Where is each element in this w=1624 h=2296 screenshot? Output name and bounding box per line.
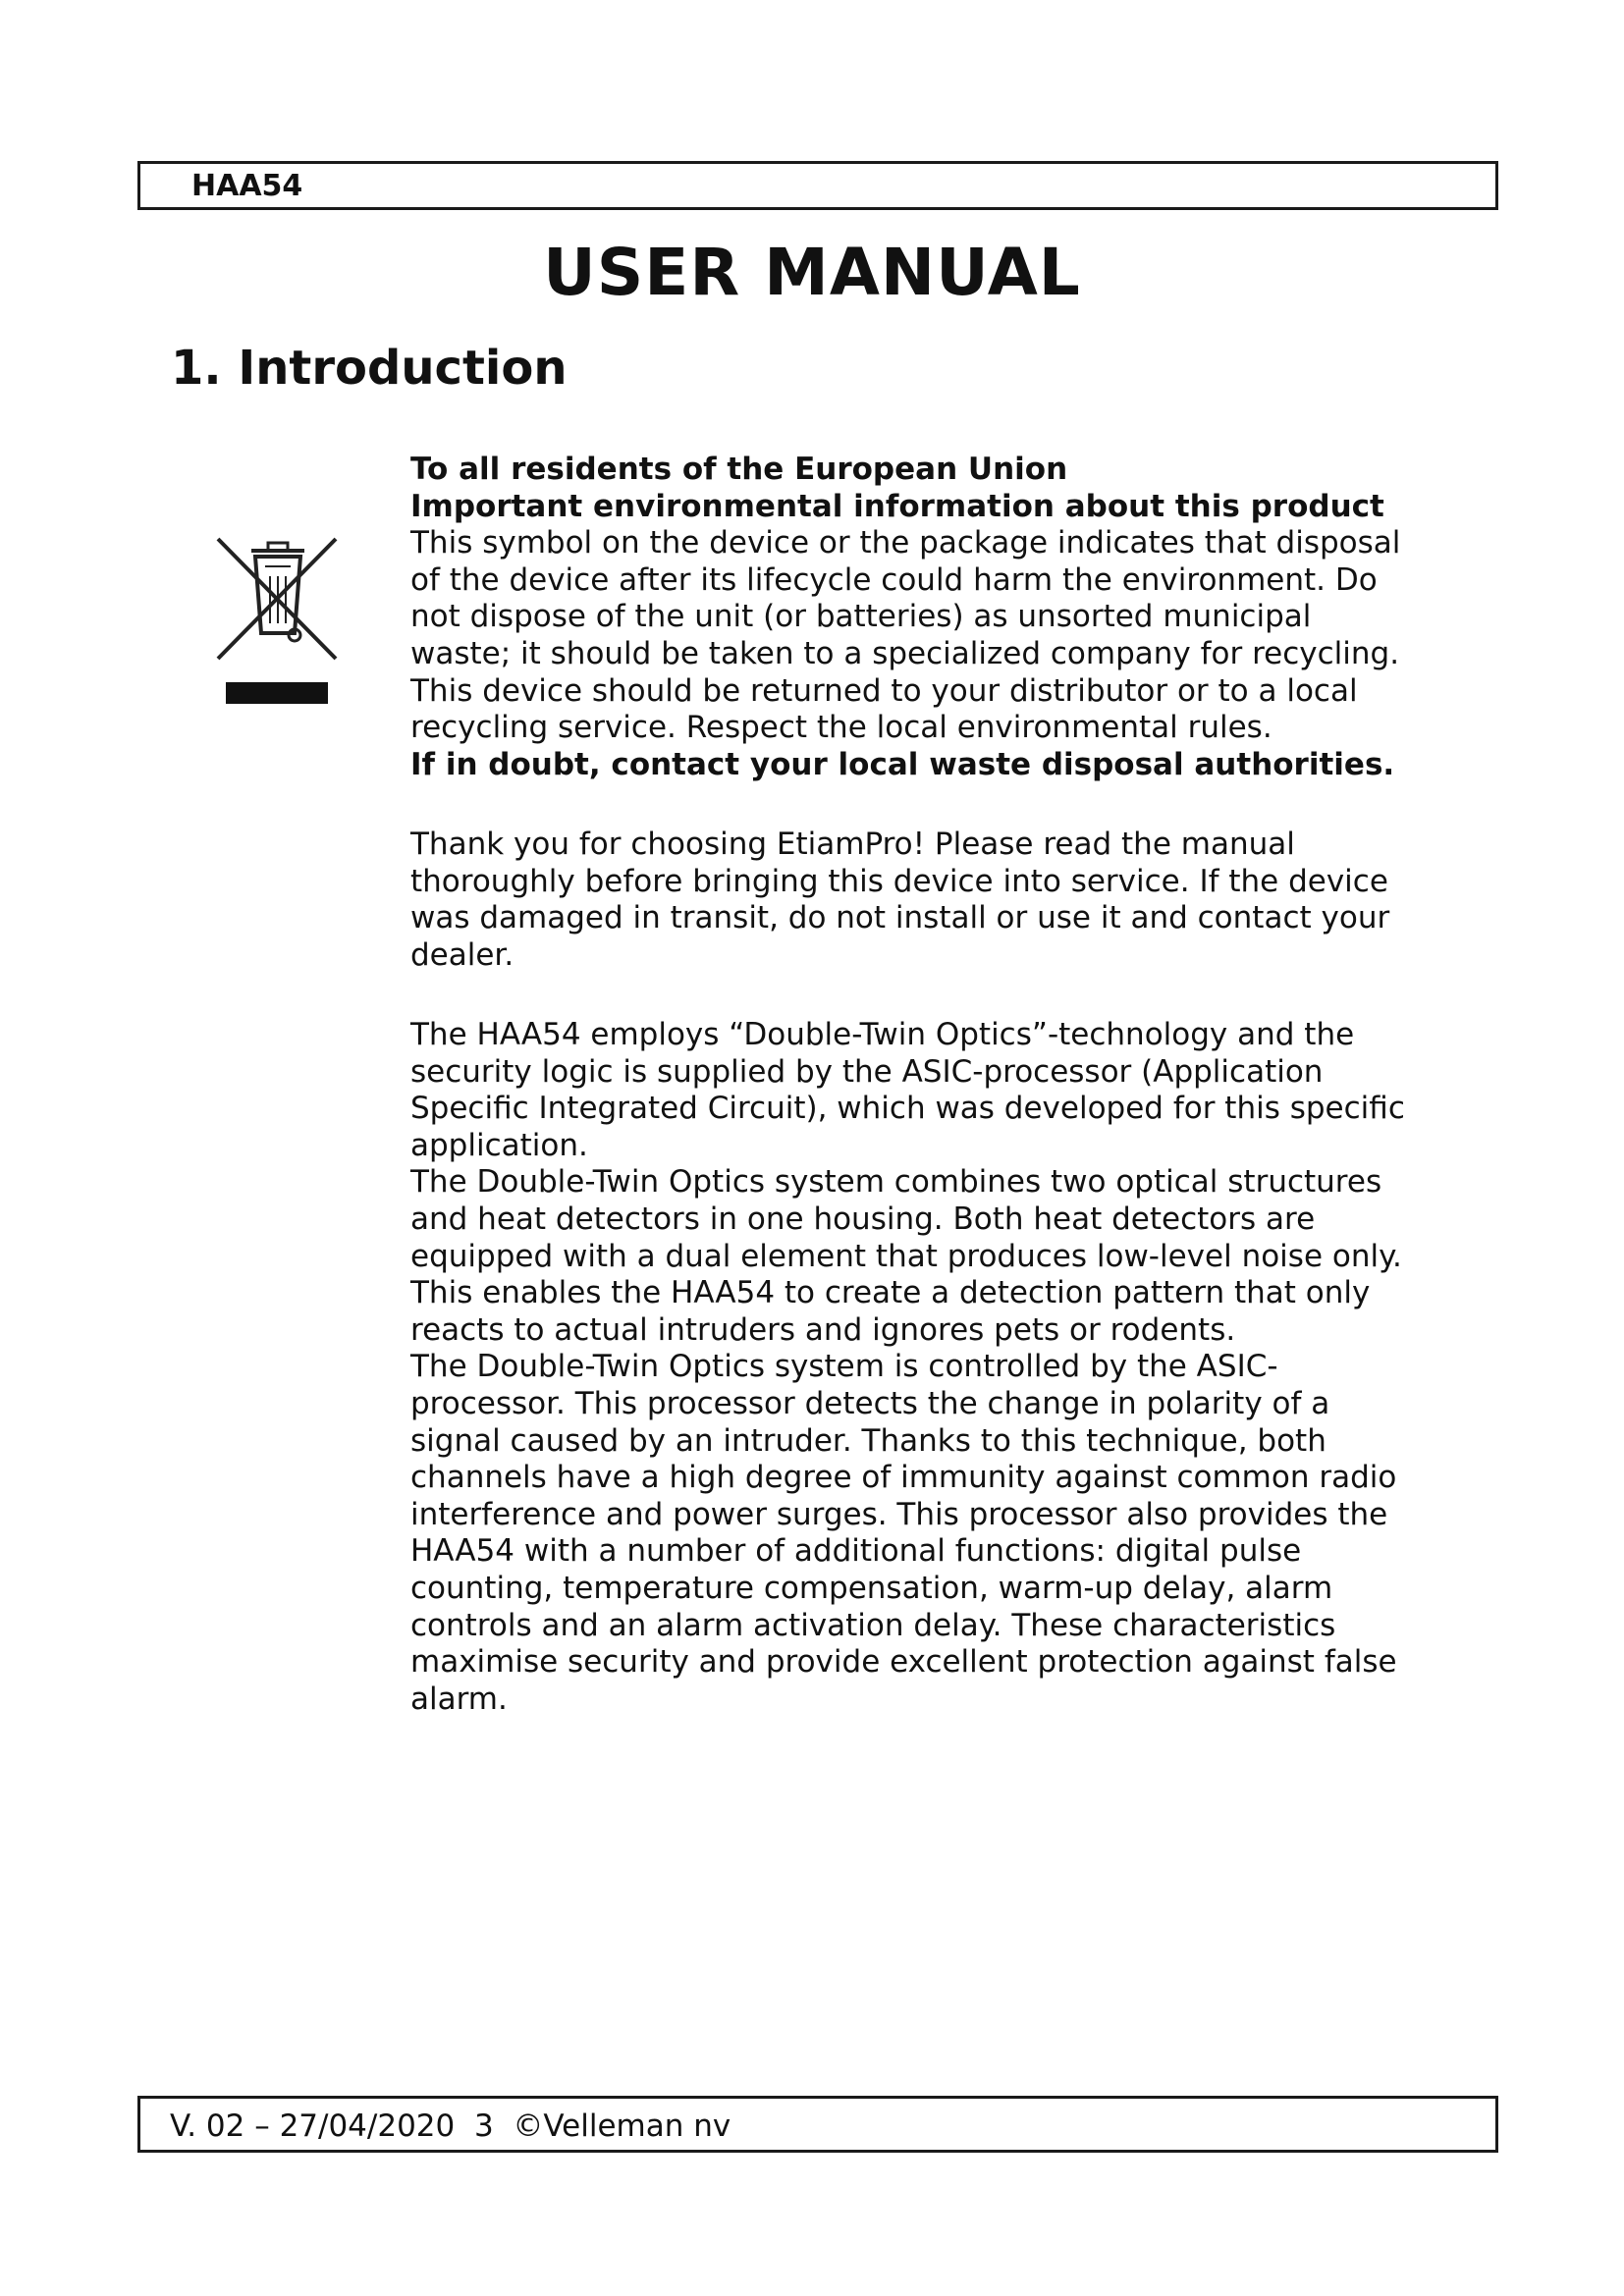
paragraph-line: application.: [410, 1127, 588, 1163]
weee-notice-line: recycling service. Respect the local environmental rules.: [410, 710, 1272, 746]
weee-notice-line: of the device after its lifecycle could harm the environment. Do: [410, 561, 1378, 598]
paragraph-line: was damaged in transit, do not install or use it and contact your: [410, 900, 1390, 936]
section-heading-introduction: 1. Introduction: [171, 341, 568, 396]
page-header: [137, 161, 1498, 210]
thanks-paragraph: [410, 827, 1471, 974]
paragraph-line: The Double-Twin Optics system combines two optical structures: [410, 1164, 1382, 1201]
paragraph-line: Thank you for choosing EtiamPro! Please read the manual: [410, 827, 1295, 862]
paragraph-line: HAA54 with a number of additional functions: digital pulse: [410, 1533, 1302, 1570]
paragraph-line: and heat detectors in one housing. Both heat detectors are: [410, 1201, 1316, 1237]
paragraph-line: maximise security and provide excellent protection against false: [410, 1644, 1397, 1681]
paragraph-line: reacts to actual intruders and ignores pets or rodents.: [410, 1311, 1236, 1348]
paragraph-line: Specific Integrated Circuit), which was developed for this specific: [410, 1091, 1405, 1127]
paragraph-line: controls and an alarm activation delay. These characteristics: [410, 1607, 1336, 1643]
weee-notice-line: If in doubt, contact your local waste disposal authorities.: [410, 746, 1395, 782]
paragraph-line: signal caused by an intruder. Thanks to this technique, both: [410, 1422, 1326, 1459]
paragraph-line: channels have a high degree of immunity against common radio: [410, 1460, 1397, 1496]
paragraph-line: processor. This processor detects the change in polarity of a: [410, 1385, 1330, 1421]
weee-notice-line: Important environmental information about this product: [410, 488, 1384, 524]
paragraph-line: The Double-Twin Optics system is controlled by the ASIC-: [410, 1349, 1278, 1385]
technology-paragraph: [410, 1017, 1471, 1718]
paragraph-line: The HAA54 employs “Double-Twin Optics”-technology and the: [410, 1017, 1355, 1052]
footer-version-text: V. 02 – 27/04/2020 3 ©Velleman nv: [170, 2109, 731, 2144]
paragraph-line: interference and power surges. This processor also provides the: [410, 1496, 1388, 1532]
weee-notice-line: This device should be returned to your distributor or to a local: [410, 672, 1358, 709]
weee-notice: [410, 452, 1471, 783]
paragraph-line: security logic is supplied by the ASIC-processor (Application: [410, 1053, 1324, 1090]
paragraph-line: alarm.: [410, 1681, 508, 1717]
crossed-out-wheelie-bin-icon: [214, 535, 342, 712]
page-title: USER MANUAL: [543, 235, 1081, 310]
weee-notice-line: To all residents of the European Union: [410, 452, 1068, 487]
header-model: HAA54: [191, 169, 303, 203]
weee-notice-line: waste; it should be taken to a specialized company for recycling.: [410, 635, 1400, 671]
paragraph-line: This enables the HAA54 to create a detection pattern that only: [410, 1275, 1371, 1311]
paragraph-line: thoroughly before bringing this device into service. If the device: [410, 863, 1388, 899]
paragraph-line: counting, temperature compensation, warm-up delay, alarm: [410, 1570, 1333, 1606]
page-footer: [137, 2096, 1498, 2153]
paragraph-line: dealer.: [410, 936, 514, 973]
paragraph-line: equipped with a dual element that produces low-level noise only.: [410, 1238, 1402, 1274]
weee-notice-line: This symbol on the device or the package indicates that disposal: [410, 525, 1401, 561]
weee-notice-line: not dispose of the unit (or batteries) as unsorted municipal: [410, 599, 1312, 635]
